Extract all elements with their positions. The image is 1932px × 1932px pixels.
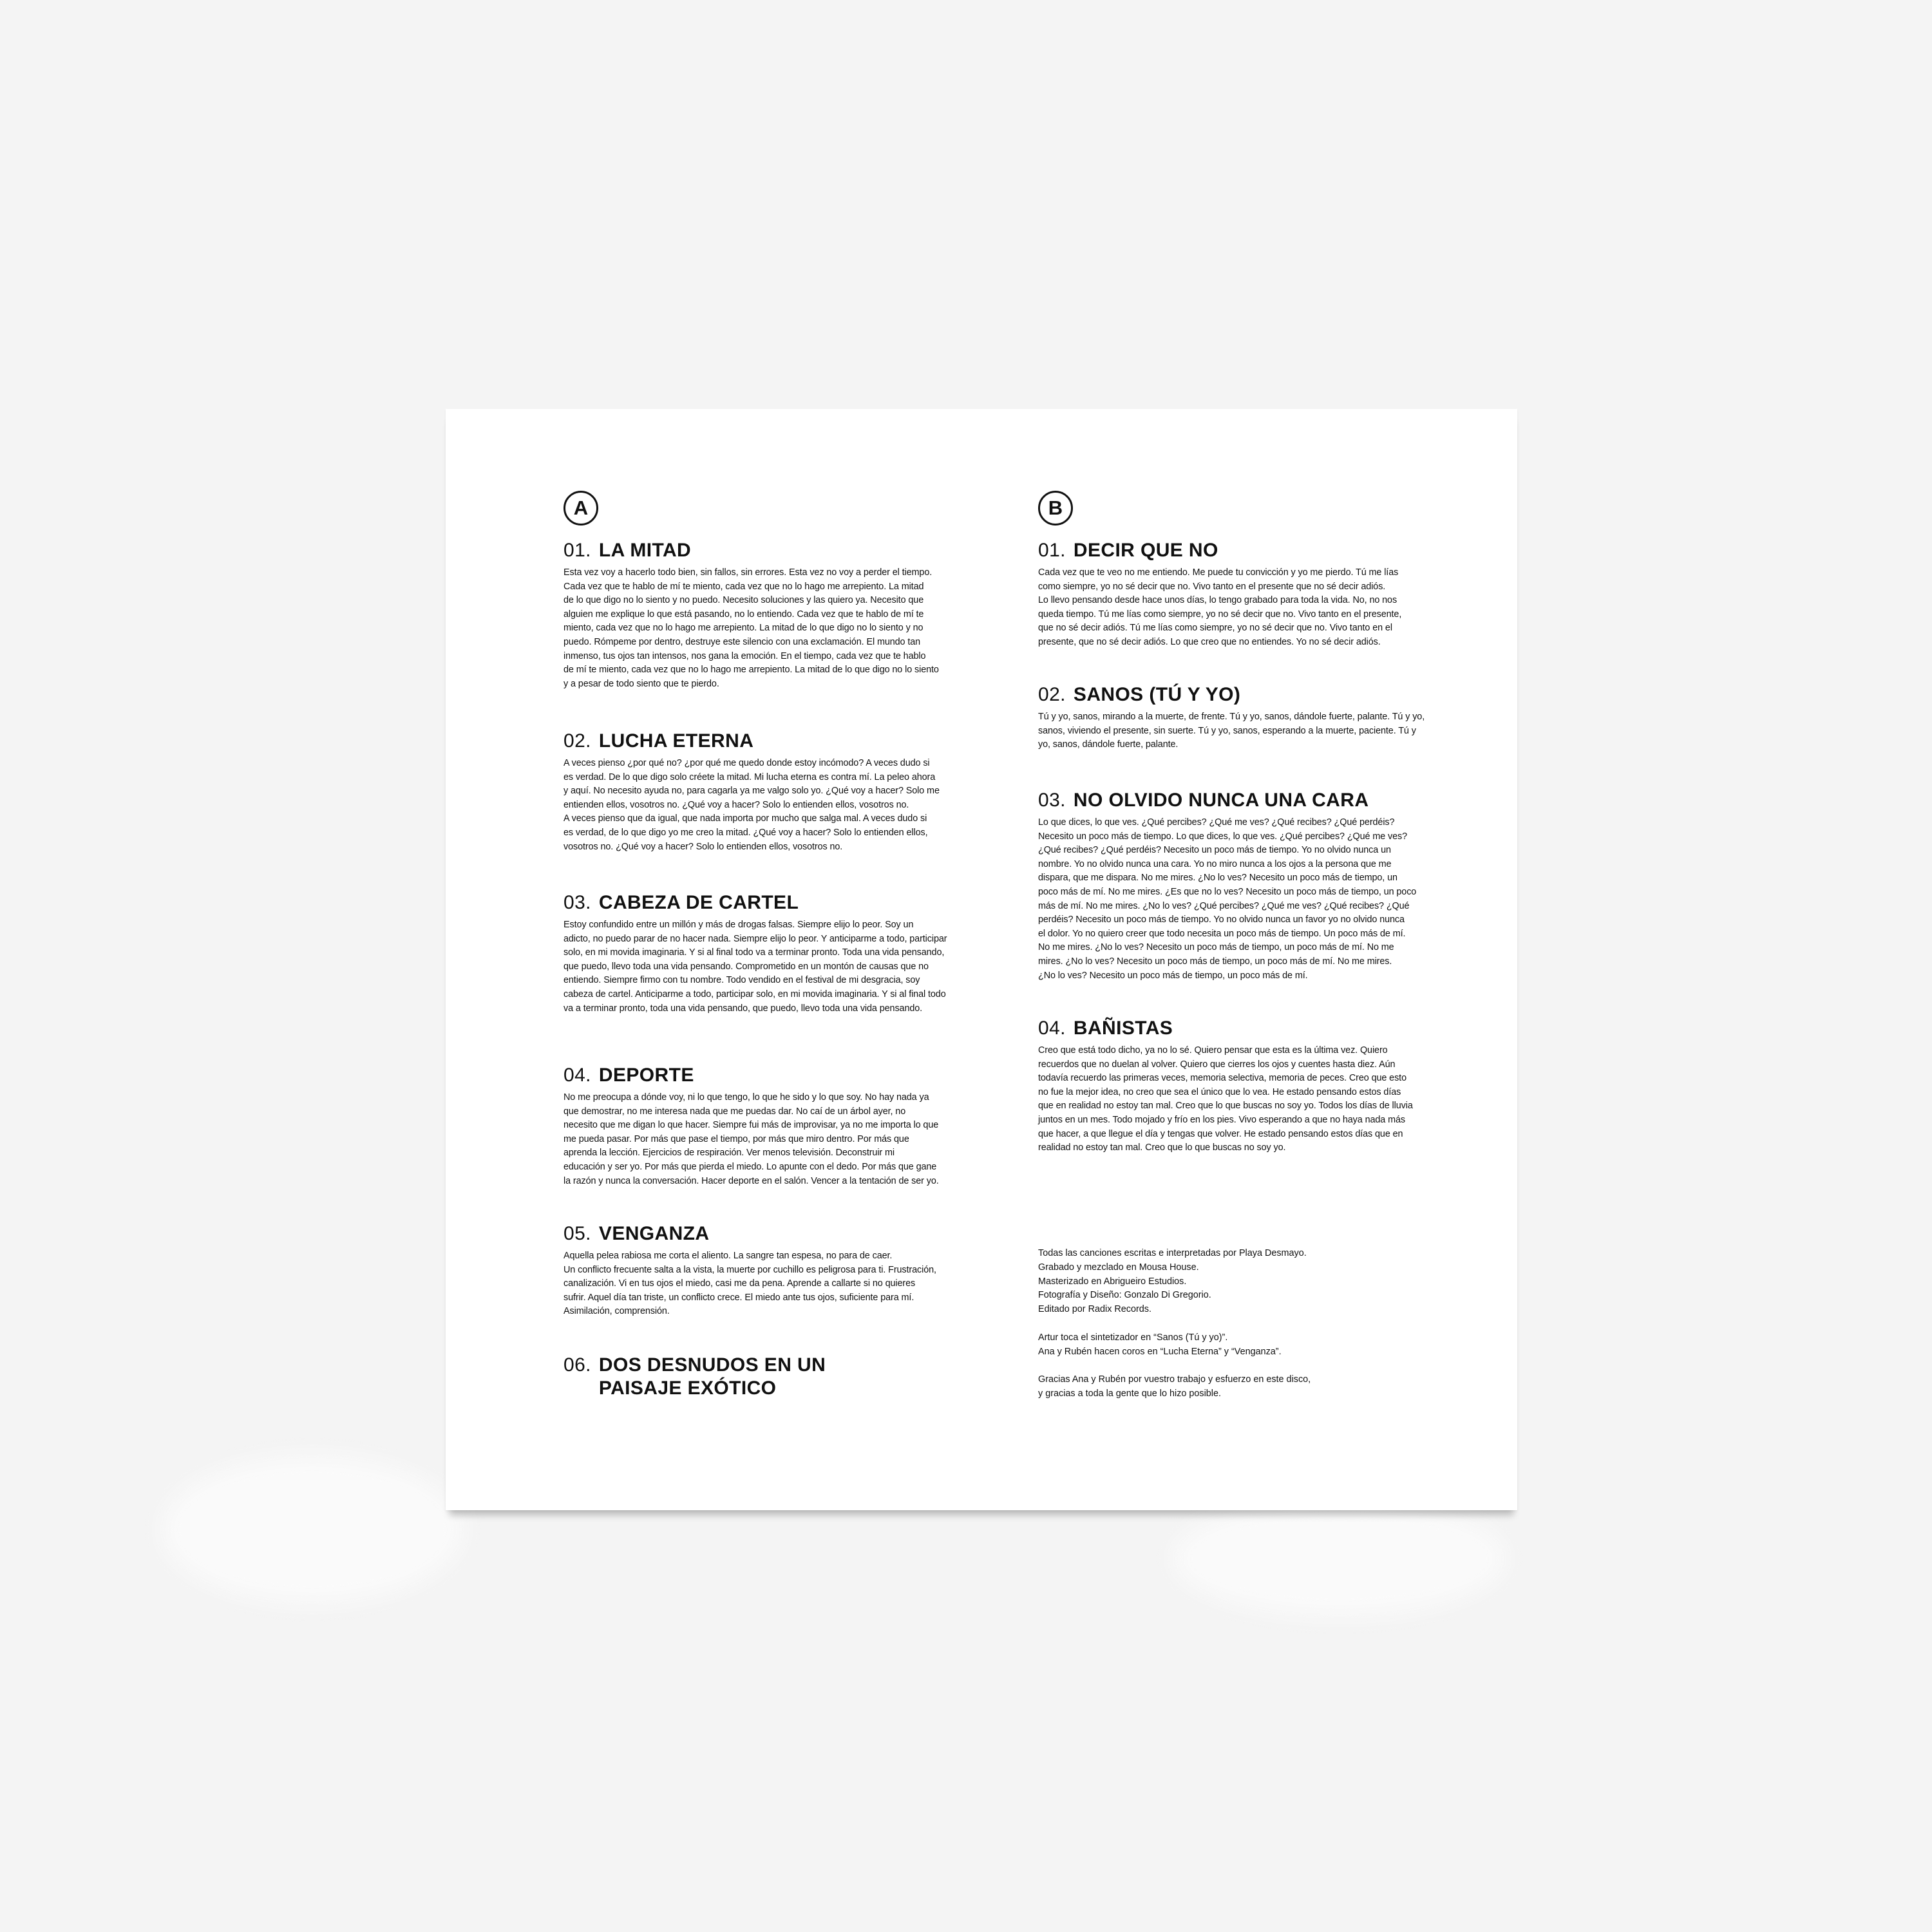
track-title	[564, 1064, 976, 1087]
track-lyrics: No me preocupa a dónde voy, ni lo que tengo, lo que he sido y lo que soy. No hay nada ya que demostrar, no me interesa nada que me puedas dar. No caí de un árbol ayer, no necesito que me digan lo que hacer. Siempre fui más de improvisar, ya no me importa lo que me pueda pasar. Por más que pase el tiempo, por más que miro dentro. Por más que aprenda la lección. Ejercicios de respiración. Ver menos televisión. Deconstruir mi educación y ser yo. Por más que pierda el miedo. Lo apunte con el dedo. Por más que gane la razón y nunca la conversación. Hacer deporte en el salón. Vencer a la tentación de ser yo.	[564, 1092, 939, 1186]
track-name: DECIR QUE NO	[1073, 540, 1218, 561]
track-b4	[1038, 1017, 1450, 1155]
track-name: NO OLVIDO NUNCA UNA CARA	[1073, 790, 1369, 811]
track-number: 03.	[1038, 790, 1066, 811]
track-title	[1038, 683, 1450, 706]
background-reflection-left	[161, 1455, 464, 1604]
track-b2	[1038, 683, 1450, 752]
track-name: VENGANZA	[598, 1223, 710, 1244]
track-title	[564, 730, 976, 753]
album-credits: Todas las canciones escritas e interpretadas por Playa Desmayo. Grabado y mezclado en Mousa House. Masterizado en Abrigueiro Estudios. Fotografía y Diseño: Gonzalo Di Gregorio. Editado por Radix Records. Artur toca el sintetizador en “Sanos (Tú y yo)”. Ana y Rubén hacen coros en “Lucha Eterna” y “Venganza”. Gracias Ana y Rubén por vuestro trabajo y esfuerzo en este disco, y gracias a toda la gente que lo hizo posible.	[1038, 1248, 1311, 1399]
track-lyrics: Lo que dices, lo que ves. ¿Qué percibes? ¿Qué me ves? ¿Qué recibes? ¿Qué perdéis? Necesito un poco más de tiempo. Lo que dices, lo que ves. ¿Qué percibes? ¿Qué me ves? ¿Qué recibes? ¿Qué perdéis? Necesito un poco más de tiempo. Yo no olvido nunca un nombre. Yo no olvido nunca una cara. Yo no miro nunca a los ojos a la persona que me dispara, que me dispara. No me mires. ¿No lo ves? Necesito un poco más de tiempo, un poco más de mí. No me mires. ¿Es que no lo ves? Necesito un poco más de tiempo, un poco más de mí. No me mires. ¿No lo ves? ¿Qué percibes? ¿Qué me ves? ¿Qué recibes? ¿Qué perdéis? Necesito un poco más de tiempo. Yo no olvido nunca un favor yo no olvido nunca el dolor. Yo no quiero creer que todo necesita un poco más de tiempo. Un poco más de mí. No me mires. ¿No lo ves? Necesito un poco más de tiempo, un poco más de mí. No me mires. ¿No lo ves? Necesito un poco más de tiempo, un poco más de mí. No me mires. ¿No lo ves? Necesito un poco más de tiempo, un poco más de mí.	[1038, 817, 1417, 981]
track-a2	[564, 730, 976, 854]
track-title	[564, 891, 976, 914]
track-lyrics: Estoy confundido entre un millón y más de drogas falsas. Siempre elijo lo peor. Soy un adicto, no puedo parar de no hacer nada. Siempre elijo lo peor. Y anticiparme a todo, participar solo, en mi movida imaginaria. Y si al final todo va a terminar pronto. Toda una vida pensando, que puedo, llevo toda una vida pensando. Comprometido en un montón de causas que no entiendo. Siempre firmo con tu nombre. Todo vendido en el festival de mi desgracia, soy cabeza de cartel. Anticiparme a todo, participar solo, en mi movida imaginaria. Y si al final todo va a terminar pronto, toda una vida pensando, que puedo, llevo toda una vida pensando.	[564, 920, 947, 1014]
track-title	[1038, 1017, 1450, 1040]
track-b1	[1038, 539, 1450, 650]
track-title	[1038, 789, 1450, 812]
track-number: 04.	[1038, 1018, 1066, 1039]
track-lyrics: Cada vez que te veo no me entiendo. Me puede tu convicción y yo me pierdo. Tú me lías como siempre, yo no sé decir que no. Vivo tanto en el presente que no sé decir adiós. Lo llevo pensando desde hace unos días, lo tengo grabado para toda la vida. No, no nos queda tiempo. Tú me lías como siempre, yo no sé decir que no. Vivo tanto en el presente, que no sé decir adiós. Tú me lías como siempre, yo no sé decir que no. Vivo tanto en el presente, que no sé decir adiós. Lo que creo que no entiendes. Yo no sé decir adiós.	[1038, 567, 1402, 647]
track-a6	[564, 1354, 976, 1404]
track-title	[564, 1354, 976, 1400]
lyrics-sheet	[446, 409, 1517, 1510]
track-title	[564, 539, 976, 562]
track-name: SANOS (TÚ Y YO)	[1073, 684, 1241, 705]
track-lyrics: Esta vez voy a hacerlo todo bien, sin fallos, sin errores. Esta vez no voy a perder el tiempo. Cada vez que te hablo de mí te miento, cada vez que no lo hago me arrepiento. La mitad de lo que digo no lo siento y no puedo. Necesito soluciones y las quiero ya. Necesito que alguien me explique lo que está pasando, no lo entiendo. Cada vez que te hablo de mí te miento, cada vez que no lo hago me arrepiento. La mitad de lo que digo no lo siento y no puedo. Rómpeme por dentro, destruye este silencio con una exclamación. El mundo tan inmenso, tus ojos tan intensos, nos gana la emoción. En el tiempo, cada vez que te hablo de mí te miento, cada vez que no lo hago me arrepiento. La mitad de lo que digo no lo siento y a pesar de todo siento que te pierdo.	[564, 567, 939, 689]
track-a4	[564, 1064, 976, 1188]
track-number: 03.	[564, 892, 591, 913]
background-reflection-right	[1172, 1501, 1507, 1616]
track-number: 04.	[564, 1065, 591, 1086]
track-number: 02.	[1038, 684, 1066, 705]
track-name: LA MITAD	[598, 540, 692, 561]
track-number: 06.	[564, 1354, 591, 1376]
track-number: 02.	[564, 730, 591, 752]
track-title	[1038, 539, 1450, 562]
track-name: BAÑISTAS	[1073, 1018, 1173, 1039]
side-a-badge: A	[564, 491, 598, 526]
track-name: CABEZA DE CARTEL	[598, 892, 799, 913]
track-name: DEPORTE	[598, 1065, 694, 1086]
track-lyrics: Aquella pelea rabiosa me corta el aliento. La sangre tan espesa, no para de caer. Un conflicto frecuente salta a la vista, la muerte por cuchillo es peligrosa para ti. Frustración, canalización. Vi en tus ojos el miedo, casi me da pena. Aprende a callarte si no quieres sufrir. Aquel día tan triste, un conflicto crece. El miedo ante tus ojos, suficiente para mí. Asimilación, comprensión.	[564, 1251, 936, 1317]
side-b-badge: B	[1038, 491, 1073, 526]
track-a1	[564, 539, 976, 691]
track-number: 01.	[564, 540, 591, 561]
track-title	[564, 1222, 976, 1245]
track-lyrics: A veces pienso ¿por qué no? ¿por qué me quedo donde estoy incómodo? A veces dudo si es verdad. De lo que digo solo créete la mitad. Mi lucha eterna es contra mí. La peleo ahora y aquí. No necesito ayuda no, para cagarla ya me valgo solo yo. ¿Qué voy a hacer? Solo me entienden ellos, vosotros no. ¿Qué voy a hacer? Solo lo entienden ellos, vosotros no. A veces pienso que da igual, que nada importa por mucho que salga mal. A veces dudo si es verdad, de lo que digo yo me creo la mitad. ¿Qué voy a hacer? Solo lo entienden ellos, vosotros no. ¿Qué voy a hacer? Solo lo entienden ellos, vosotros no.	[564, 758, 940, 852]
track-number: 01.	[1038, 540, 1066, 561]
track-lyrics: Tú y yo, sanos, mirando a la muerte, de frente. Tú y yo, sanos, dándole fuerte, palante. Tú y yo, sanos, viviendo el presente, sin suerte. Tú y yo, sanos, esperando a la muerte, paciente. Tú y yo, sanos, dándole fuerte, palante.	[1038, 712, 1425, 750]
track-lyrics: Creo que está todo dicho, ya no lo sé. Quiero pensar que esta es la última vez. Quiero recuerdos que no duelan al volver. Quiero que cierres los ojos y cuentes hasta diez. Aún todavía recuerdo las primeras veces, memoria selectiva, memoria de peces. Creo que esto no fue la mejor idea, no creo que sea el único que lo vea. He estado pensando estos días que en realidad no estoy tan mal. Creo que lo que buscas no soy yo. Todos los días de lluvia juntos en un mes. Todo mojado y frío en los pies. Vivo esperando a que no haya nada más que hacer, a que llegue el día y tengas que volver. He estado pensando estos días que en realidad no estoy tan mal. Creo que lo que buscas no soy yo.	[1038, 1045, 1413, 1153]
track-number: 05.	[564, 1223, 591, 1244]
track-name: LUCHA ETERNA	[598, 730, 754, 752]
track-a3	[564, 891, 976, 1016]
track-name: DOS DESNUDOS EN UN PAISAJE EXÓTICO	[598, 1354, 826, 1399]
track-a5	[564, 1222, 976, 1319]
track-b3	[1038, 789, 1450, 983]
